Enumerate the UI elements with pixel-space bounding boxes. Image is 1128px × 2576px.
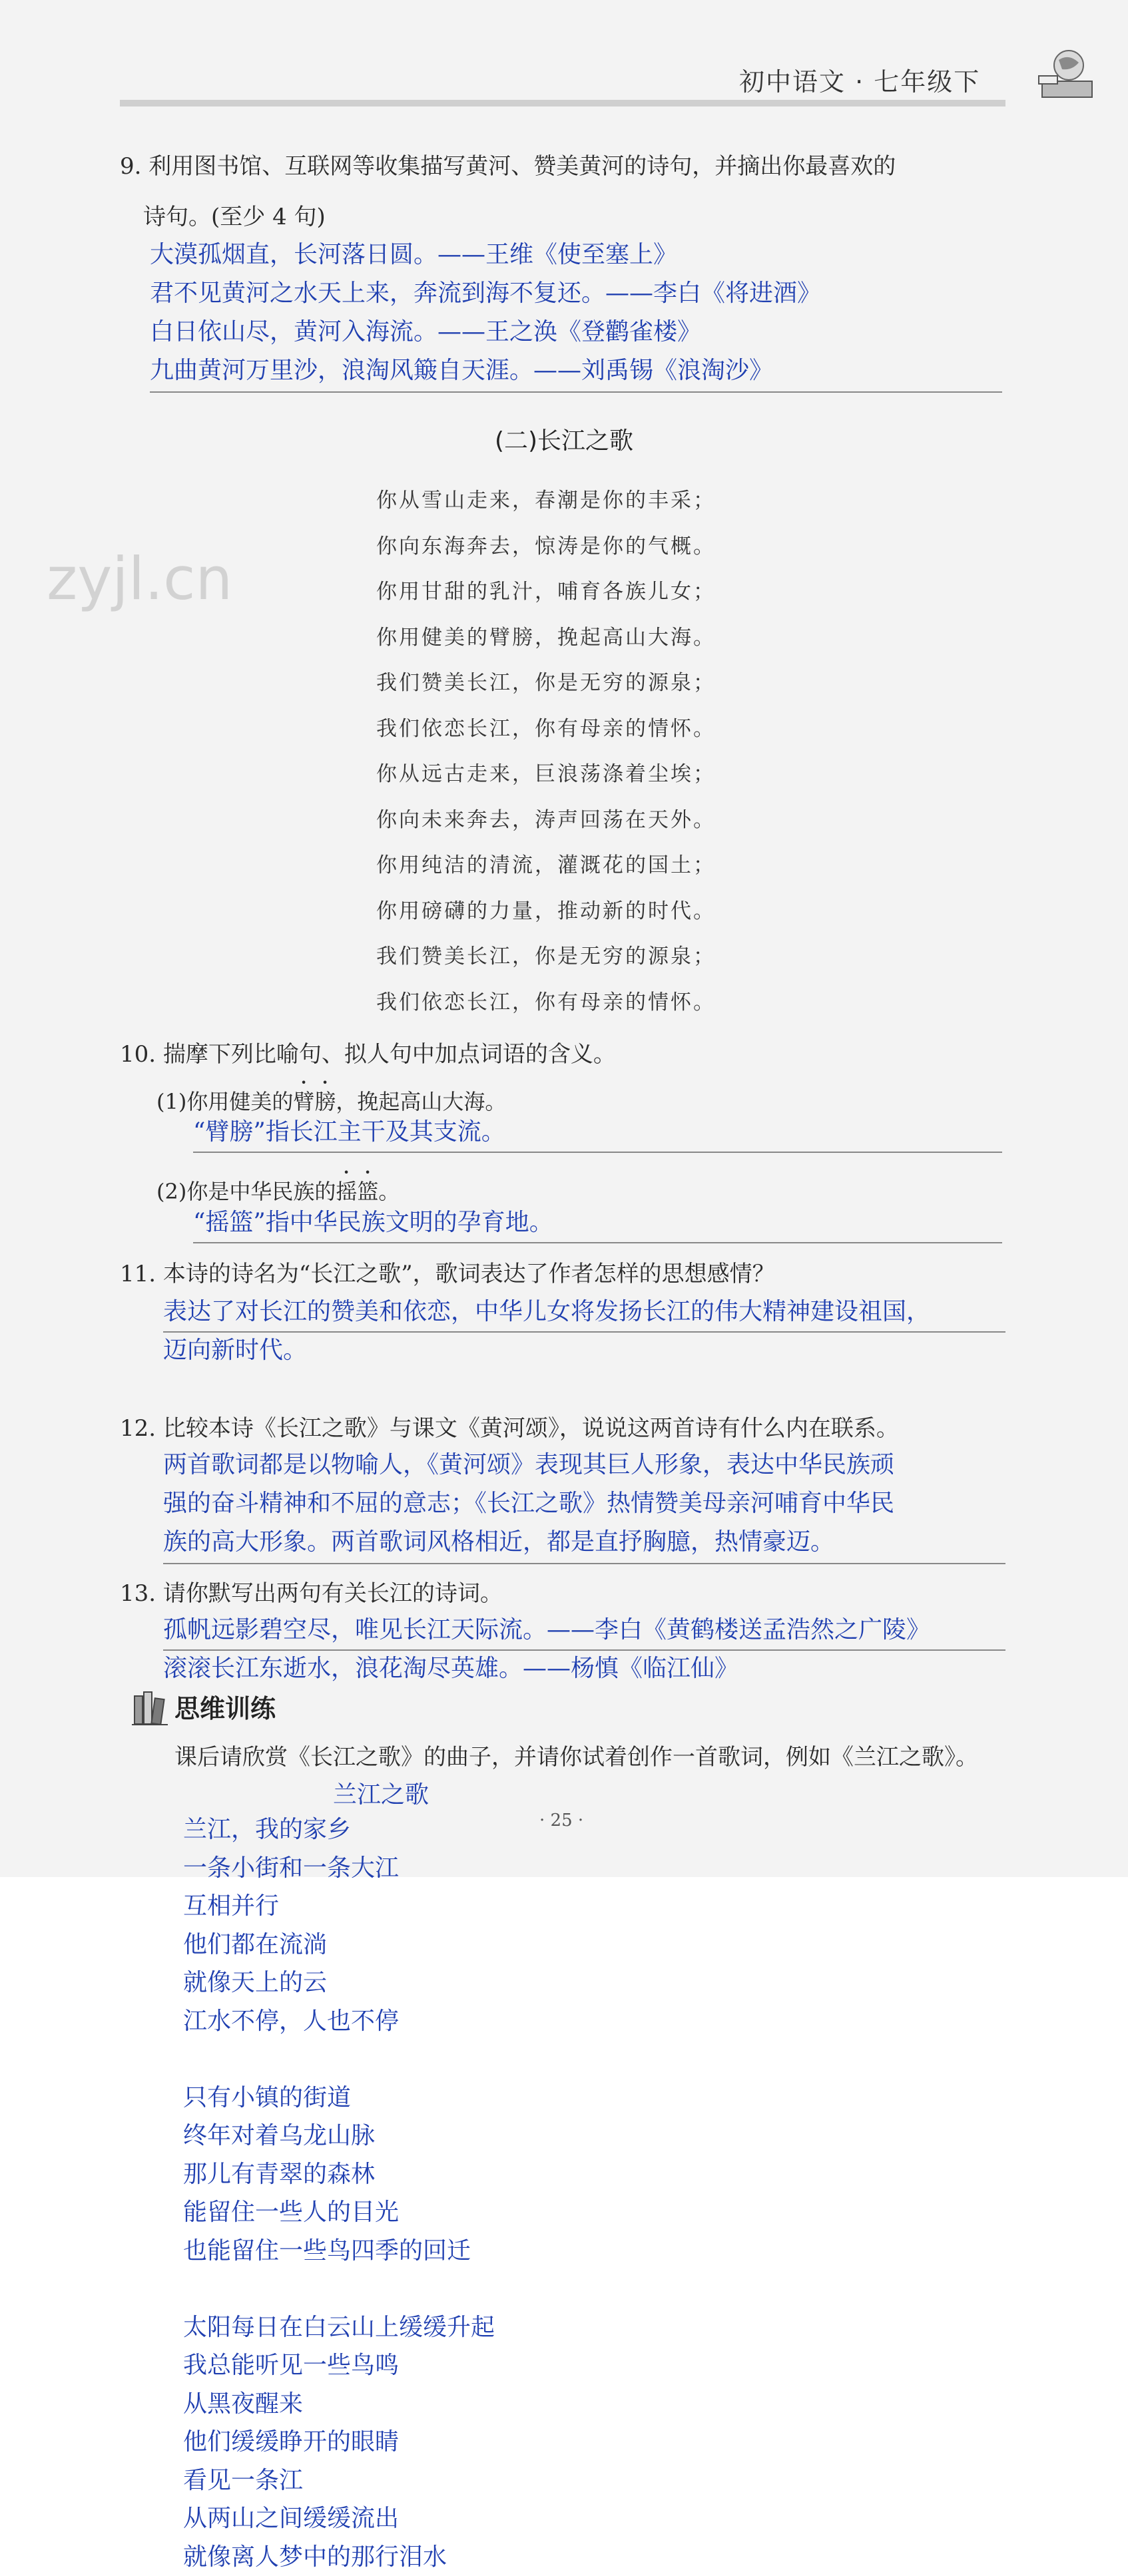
song-line: 江水不停，人也不停	[183, 2002, 495, 2041]
poem-line: 你用健美的臂膀，挽起高山大海。	[376, 615, 842, 661]
song-line: 从两山之间缓缓流出	[183, 2499, 495, 2538]
song-line: 我总能听见一些鸟鸣	[183, 2346, 495, 2385]
song-line: 能留住一些人的目光	[183, 2193, 495, 2232]
poem-line: 你向未来奔去，涛声回荡在天外。	[376, 797, 842, 843]
q10-answer-1-rule	[193, 1152, 1002, 1153]
q10-answer-2-rule	[193, 1242, 1002, 1243]
q13-answer-1: 孤帆远影碧空尽，唯见长江天际流。——李白《黄鹤楼送孟浩然之广陵》	[163, 1611, 930, 1649]
thinking-section-title: 思维训练	[174, 1688, 276, 1725]
q10-s2-pre: (2)你是中华民族的	[156, 1179, 336, 1204]
q10-s1-pre: (1)你用健美的	[156, 1089, 293, 1114]
q13-stem: 13. 请你默写出两句有关长江的诗词。	[120, 1575, 503, 1612]
q12-answer-1: 两首歌词都是以物喻人，《黄河颂》表现其巨人形象，表达中华民族顽	[163, 1446, 894, 1484]
poem-line: 你用磅礴的力量，推动新的时代。	[376, 889, 842, 935]
q12-answer-rule	[163, 1563, 1005, 1564]
q10-s2-post: 。	[378, 1179, 400, 1204]
header-title: 初中语文 · 七年级下	[739, 61, 980, 98]
song-line: 兰江，我的家乡	[183, 1811, 495, 1849]
song-stanza-break	[183, 2040, 495, 2079]
q9-stem-line2: 诗句。(至少 4 句)	[143, 198, 326, 236]
poem	[376, 478, 842, 1025]
song-line: 他们都在流淌	[183, 1926, 495, 1964]
q10-stem: 10. 揣摩下列比喻句、拟人句中加点词语的含义。	[120, 1036, 616, 1073]
song-line: 从黑夜醒来	[183, 2385, 495, 2424]
q10-s2-dotted-word: 摇篮	[336, 1179, 378, 1204]
q12-answer-2: 强的奋斗精神和不屈的意志；《长江之歌》热情赞美母亲河哺育中华民	[163, 1484, 894, 1523]
song-line: 也能留住一些鸟四季的回迁	[183, 2232, 495, 2270]
thinking-prompt: 课后请欣赏《长江之歌》的曲子，并请你试着创作一首歌词，例如《兰江之歌》。	[174, 1739, 978, 1771]
poem-line: 我们依恋长江，你有母亲的情怀。	[376, 980, 842, 1026]
song-line: 互相并行	[183, 1887, 495, 1926]
song-line: 他们缓缓睁开的眼睛	[183, 2423, 495, 2462]
poem-line: 你向东海奔去，惊涛是你的气概。	[376, 524, 842, 570]
song-line: 只有小镇的街道	[183, 2079, 495, 2117]
poem-line: 我们赞美长江，你是无穷的源泉；	[376, 934, 842, 980]
poem-line: 你从雪山走来，春潮是你的丰采；	[376, 478, 842, 524]
desk-globe-icon	[1032, 40, 1099, 107]
q9-answer-rule	[150, 391, 1002, 393]
song-lyrics	[183, 1811, 495, 2576]
q9-stem-line1: 9. 利用图书馆、互联网等收集描写黄河、赞美黄河的诗句，并摘出你最喜欢的	[120, 148, 896, 185]
q12-answer-3: 族的高大形象。两首歌词风格相近，都是直抒胸臆，热情豪迈。	[163, 1523, 834, 1562]
books-icon	[132, 1689, 168, 1727]
q10-answer-1: “臂膀”指长江主干及其支流。	[193, 1113, 505, 1152]
q12-stem: 12. 比较本诗《长江之歌》与课文《黄河颂》，说说这两首诗有什么内在联系。	[120, 1410, 899, 1447]
q11-answer-1: 表达了对长江的赞美和依恋，中华儿女将发扬长江的伟大精神建设祖国，	[163, 1293, 930, 1331]
poem-line: 你用纯洁的清流，灌溉花的国土；	[376, 843, 842, 889]
q9-answer-3: 白日依山尽，黄河入海流。——王之涣《登鹳雀楼》	[150, 313, 701, 351]
song-line: 一条小街和一条大江	[183, 1849, 495, 1888]
poem-line: 我们依恋长江，你有母亲的情怀。	[376, 706, 842, 752]
poem-line: 你用甘甜的乳汁，哺育各族儿女；	[376, 569, 842, 615]
q11-answer-2: 迈向新时代。	[163, 1331, 307, 1370]
q10-s1-post: ，挽起高山大海。	[336, 1089, 506, 1114]
song-line: 太阳每日在白云山上缓缓升起	[183, 2308, 495, 2347]
q9-answer-1: 大漠孤烟直，长河落日圆。——王维《使至塞上》	[150, 236, 677, 274]
poem-line: 我们赞美长江，你是无穷的源泉；	[376, 660, 842, 706]
song-title: 兰江之歌	[333, 1776, 429, 1810]
song-line: 看见一条江	[183, 2462, 495, 2500]
q9-answer-4: 九曲黄河万里沙，浪淘风簸自天涯。——刘禹锡《浪淘沙》	[150, 351, 773, 390]
q10-s1-dotted-word: 臂膀	[293, 1089, 336, 1114]
song-line: 那儿有青翠的森林	[183, 2155, 495, 2194]
song-line: 就像天上的云	[183, 1964, 495, 2002]
q10-answer-2: “摇篮”指中华民族文明的孕育地。	[193, 1203, 553, 1242]
poem-line: 你从远古走来，巨浪荡涤着尘埃；	[376, 751, 842, 797]
song-line: 终年对着乌龙山脉	[183, 2117, 495, 2155]
section-title: (二)长江之歌	[0, 422, 1128, 456]
song-line: 就像离人梦中的那行泪水	[183, 2538, 495, 2576]
watermark: zyjl.cn	[47, 544, 232, 613]
q9-answer-2: 君不见黄河之水天上来，奔流到海不复还。——李白《将进酒》	[150, 274, 821, 313]
page-number: · 25 ·	[539, 1811, 583, 1830]
song-stanza-break	[183, 2270, 495, 2308]
header-rule	[120, 100, 1005, 107]
q11-stem: 11. 本诗的诗名为“长江之歌”，歌词表达了作者怎样的思想感情？	[120, 1255, 775, 1293]
q13-answer-2: 滚滚长江东逝水，浪花淘尽英雄。——杨慎《临江仙》	[163, 1649, 738, 1688]
